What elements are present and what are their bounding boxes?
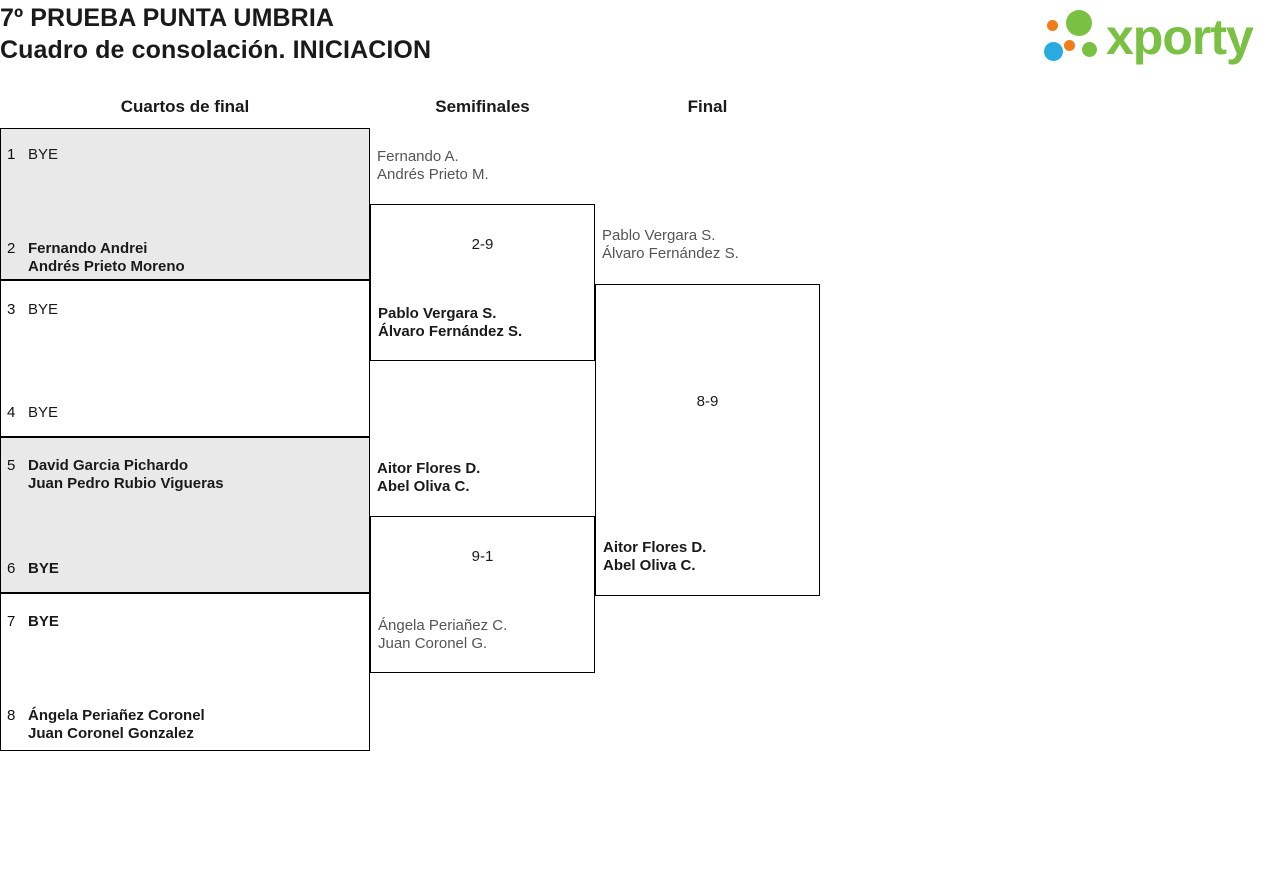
semifinal-entry-1[interactable]: Fernando A. Andrés Prieto M.: [377, 148, 489, 183]
bracket-match-sf1[interactable]: [370, 204, 595, 361]
bracket-match-sf2[interactable]: [370, 516, 595, 673]
seed-number: 5: [7, 457, 16, 474]
round-heading-quarterfinals: Cuartos de final: [120, 97, 250, 116]
seed-number: 1: [7, 146, 16, 163]
seed-number: 3: [7, 301, 16, 318]
bracket-match-qf3[interactable]: [0, 437, 370, 593]
team-names: Ángela Periañez C. Juan Coronel G.: [378, 617, 508, 652]
team-names: Ángela Periañez Coronel Juan Coronel Gonzalez: [28, 707, 205, 742]
bracket-match-qf4[interactable]: [0, 593, 370, 751]
match-score: 9-1: [471, 548, 494, 565]
seed-number: 2: [7, 240, 16, 257]
seed-number: 7: [7, 613, 16, 630]
team-names: Aitor Flores D. Abel Oliva C.: [603, 539, 707, 574]
bracket-match-final[interactable]: [595, 284, 820, 596]
team-names: BYE: [28, 560, 59, 577]
seed-number: 4: [7, 404, 16, 421]
seed-number: 6: [7, 560, 16, 577]
page-title: 7º PRUEBA PUNTA UMBRIA: [0, 4, 335, 32]
bracket-match-qf2[interactable]: [0, 280, 370, 437]
team-names: BYE: [28, 301, 59, 318]
round-heading-semifinals: Semifinales: [435, 97, 530, 116]
team-names: BYE: [28, 613, 59, 630]
team-names: BYE: [28, 404, 59, 421]
team-names: Pablo Vergara S. Álvaro Fernández S.: [378, 305, 523, 340]
final-entry-1[interactable]: Pablo Vergara S. Álvaro Fernández S.: [602, 227, 739, 262]
team-names: BYE: [28, 146, 59, 163]
seed-number: 8: [7, 707, 16, 724]
team-names: Fernando Andrei Andrés Prieto Moreno: [28, 240, 185, 275]
bracket-match-qf1[interactable]: [0, 128, 370, 280]
logo-wordmark: xporty: [1106, 9, 1253, 65]
team-names: David Garcia Pichardo Juan Pedro Rubio Vigueras: [28, 457, 224, 492]
match-score: 2-9: [471, 236, 494, 253]
semifinal-entry-3[interactable]: Aitor Flores D. Abel Oliva C.: [377, 460, 481, 495]
match-score: 8-9: [696, 393, 719, 410]
page-subtitle: Cuadro de consolación. INICIACION: [0, 36, 432, 64]
round-heading-final: Final: [687, 97, 728, 116]
